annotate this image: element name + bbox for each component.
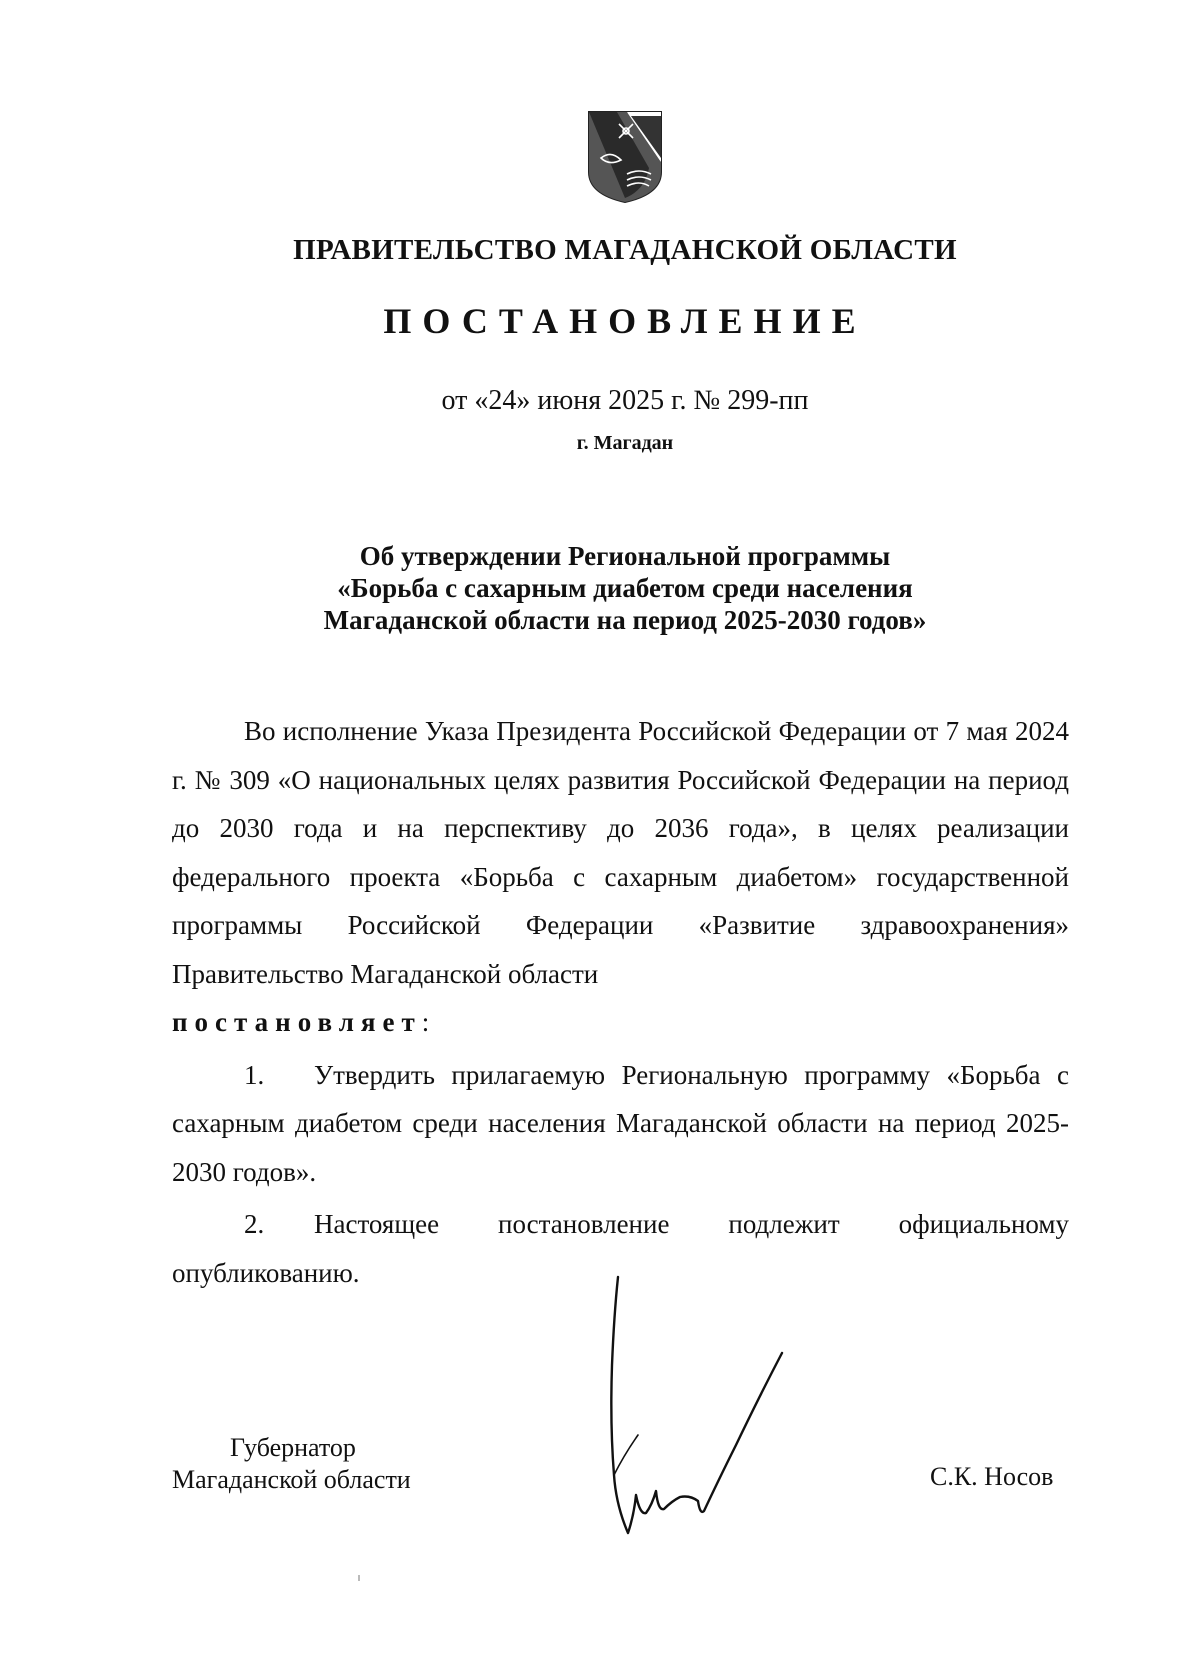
resolve-line	[172, 998, 1069, 1047]
preamble-paragraph	[172, 707, 1069, 998]
document-type-title: ПОСТАНОВЛЕНИЕ	[383, 301, 867, 341]
preamble-text: Во исполнение Указа Президента Российской Федерации от 7 мая 2024 г. № 309 «О национальных целях развития Российской Федерации на период до 2030 года и на перспективу до 2036 года», в целях реализации федерального проекта «Борьба с сахарным диабетом» государственной программы Российской Федерации «Развитие здравоохранения» Правительство Магаданской области	[172, 716, 1069, 989]
subject-line-3: Магаданской области на период 2025-2030 годов»	[323, 605, 927, 635]
subject-line-1: Об утверждении Региональной программы	[359, 541, 891, 571]
signatory-title-line-2: Магаданской области	[172, 1465, 411, 1494]
handwritten-signature-icon	[600, 1275, 840, 1545]
date-number: от «24» июня 2025 г. № 299-пп	[441, 385, 809, 416]
list-item	[172, 1051, 1069, 1197]
item-number: 2.	[244, 1209, 265, 1239]
item-number: 1.	[244, 1059, 265, 1090]
signatory-title-line-1: Губернатор	[230, 1433, 356, 1462]
coat-of-arms-icon	[587, 110, 663, 204]
resolve-word: постановляет	[172, 1007, 422, 1037]
signatory-title	[172, 1432, 411, 1496]
decree-subject	[200, 540, 1050, 636]
item-text: Настоящее постановление подлежит официальному опубликованию.	[172, 1209, 1069, 1288]
scan-speck	[358, 1575, 360, 1581]
item-text: Утвердить прилагаемую Региональную программу «Борьба с сахарным диабетом среди населения Магаданской области на период 2025-2030 годов».	[172, 1059, 1069, 1187]
city: г. Магадан	[576, 432, 674, 454]
subject-line-2: «Борьба с сахарным диабетом среди населения	[337, 573, 913, 603]
decree-body	[172, 707, 1069, 1297]
organization-title: ПРАВИТЕЛЬСТВО МАГАДАНСКОЙ ОБЛАСТИ	[293, 234, 957, 266]
signatory-name: С.К. Носов	[930, 1462, 1054, 1491]
resolve-colon: :	[421, 1007, 430, 1037]
